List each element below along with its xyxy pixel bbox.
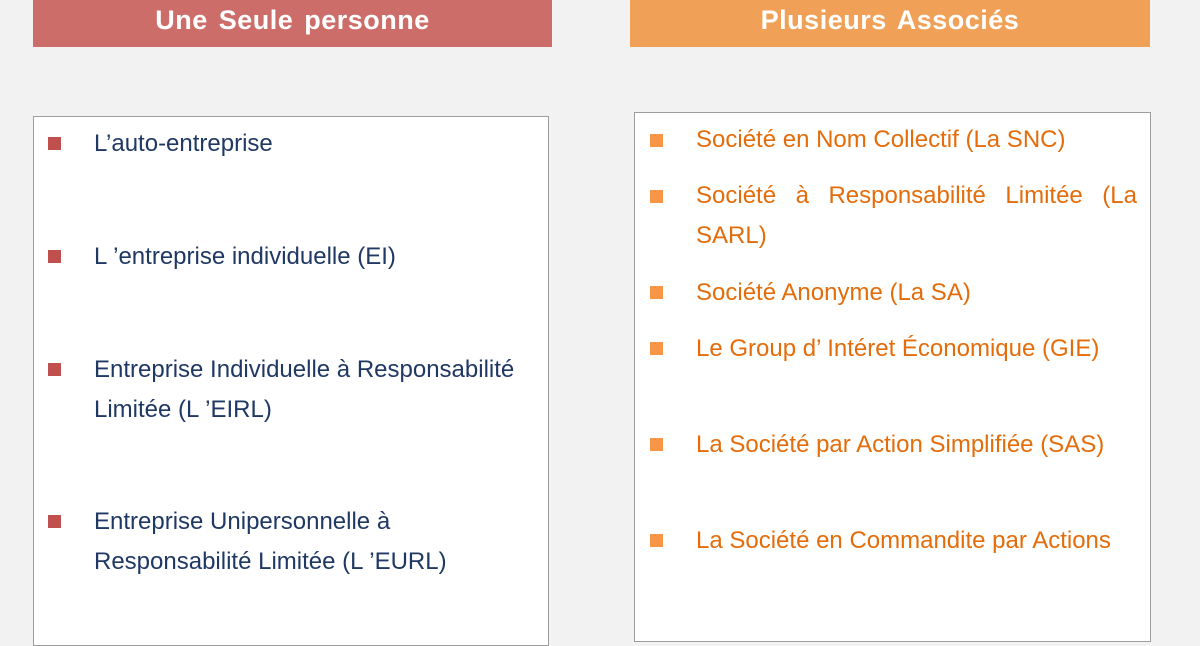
list-item-entreprise-individuelle: L ’entreprise individuelle (EI) <box>94 243 396 270</box>
square-bullet-icon <box>48 137 61 150</box>
panel-plusieurs-associes <box>634 112 1151 642</box>
square-bullet-icon <box>48 363 61 376</box>
list-item-sas: La Société par Action Simplifiée (SAS) <box>696 431 1105 458</box>
panel-une-seule-personne <box>33 116 549 646</box>
list-item-eurl: Entreprise Unipersonnelle à Responsabilité Limitée (L ’EURL) <box>94 508 447 575</box>
list-item-eirl: Entreprise Individuelle à Responsabilité Limitée (L ’EIRL) <box>94 356 515 423</box>
square-bullet-icon <box>48 250 61 263</box>
square-bullet-icon <box>650 534 663 547</box>
list-item-gie: Le Group d’ Intéret Économique (GIE) <box>696 335 1100 362</box>
square-bullet-icon <box>650 190 663 203</box>
list-item-sarl: Société à Responsabilité Limitée (La SARL) <box>696 182 1137 249</box>
square-bullet-icon <box>650 342 663 355</box>
square-bullet-icon <box>650 438 663 451</box>
square-bullet-icon <box>650 134 663 147</box>
list-item-auto-entreprise: L’auto-entreprise <box>94 130 273 157</box>
list-item-sca: La Société en Commandite par Actions <box>696 527 1111 554</box>
list-item-snc: Société en Nom Collectif (La SNC) <box>696 126 1066 153</box>
header-une-seule-personne: Une Seule personne <box>33 0 552 47</box>
square-bullet-icon <box>650 286 663 299</box>
square-bullet-icon <box>48 515 61 528</box>
list-item-sa: Société Anonyme (La SA) <box>696 279 971 306</box>
header-plusieurs-associes: Plusieurs Associés <box>630 0 1150 47</box>
